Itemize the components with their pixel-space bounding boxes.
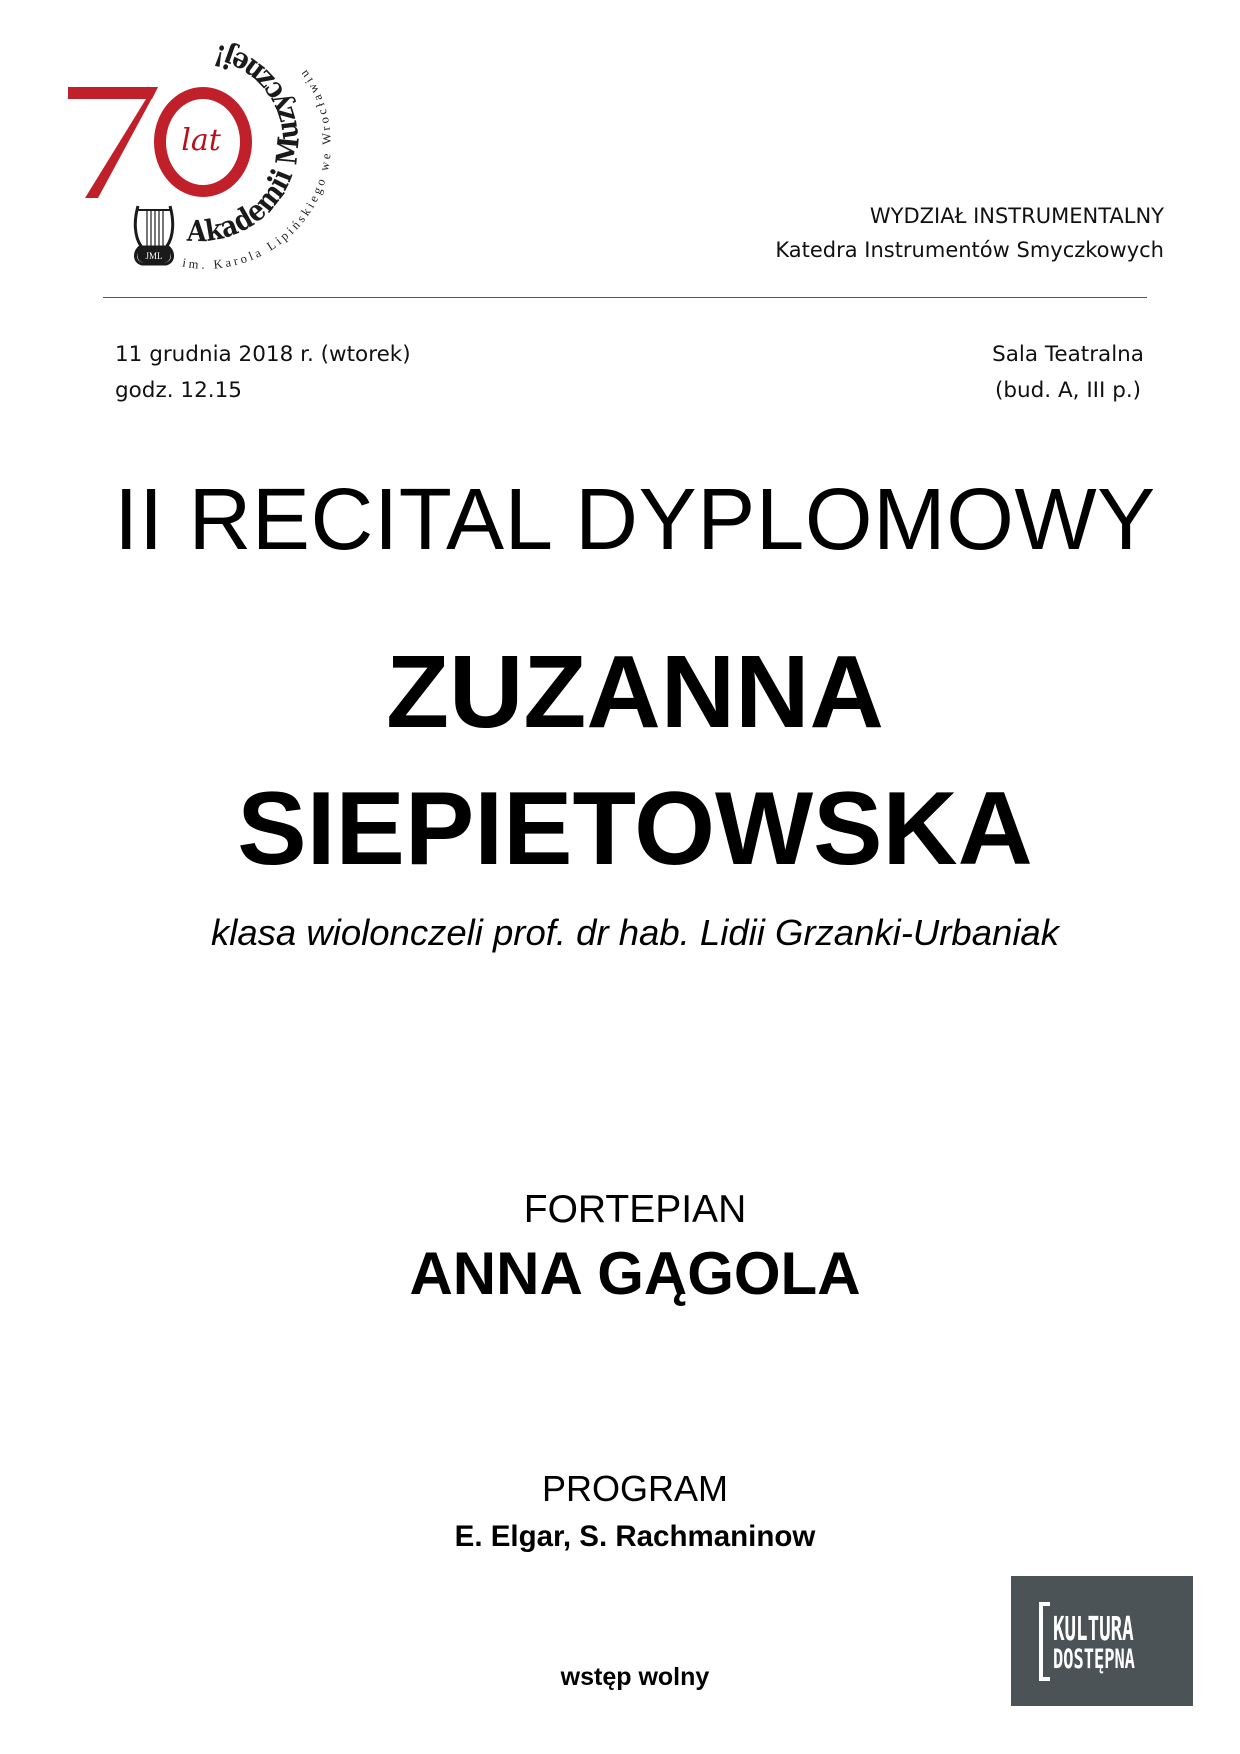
admission-note: wstęp wolny [560,1663,710,1691]
event-time: godz. 12.15 [115,378,242,403]
pianist-name: ANNA GĄGOLA [409,1240,861,1307]
teacher-class-line: klasa wiolonczeli prof. dr hab. Lidii Grzanki-Urbaniak [211,912,1059,953]
performer-first-name: ZUZANNA [386,634,884,749]
lyre-icon [135,206,172,264]
program-label: PROGRAM [541,1468,728,1509]
arc-text-small: im. Karola Lipińskiego we Wrocławiu [181,67,334,272]
recital-title: II RECITAL DYPLOMOWY [114,471,1156,568]
event-date: 11 grudnia 2018 r. (wtorek) [115,342,411,367]
svg-text:JML: JML [145,251,163,261]
performer-last-name: SIEPIETOWSKA [237,771,1033,887]
event-venue: Sala Teatralna [992,342,1144,367]
kultura-dostepna-badge [1011,1576,1193,1706]
arc-text-large: Akademii Muzycznej! [186,37,307,249]
academy-70-years-logo [40,10,360,290]
header-divider [103,297,1147,298]
department-name: Katedra Instrumentów Smyczkowych [775,238,1164,262]
faculty-name: WYDZIAŁ INSTRUMENTALNY [869,204,1164,228]
instrument-label: FORTEPIAN [523,1188,747,1231]
badge-line-1: KULTURA [1053,1609,1134,1648]
event-venue-detail: (bud. A, III p.) [994,378,1142,403]
bracket-icon [1039,1602,1050,1681]
seven-digit [68,87,158,198]
lat-script: lat [181,123,221,158]
event-venue-block [992,337,1144,409]
event-date-block [115,337,411,409]
program-composers: E. Elgar, S. Rachmaninow [454,1520,816,1553]
badge-line-2: DOSTĘPNA [1053,1644,1135,1675]
